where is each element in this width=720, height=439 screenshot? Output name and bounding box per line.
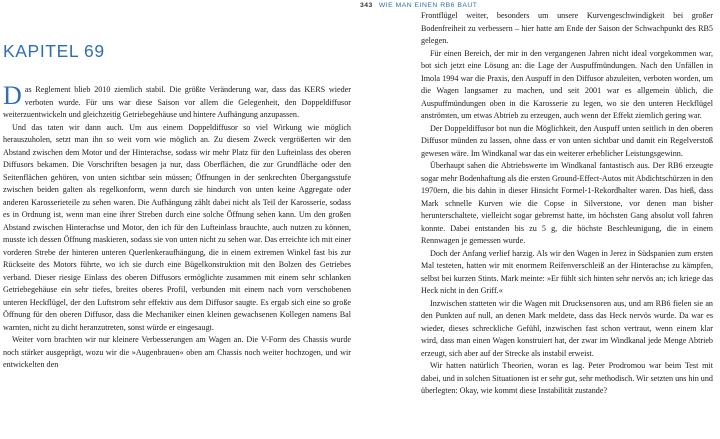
paragraph: Inzwischen statteten wir die Wagen mit Drucksensoren aus, und am RB6 fielen sie an den Punkten auf null, an denen Mark meldete, dass das Heck nervös wurde. Da war es wieder, dieses schreckliche Gefühl, inzwischen fast schon vertraut, wenn einem klar wird, dass man einen Wagen konstruiert hat, der zwar im Windkanal jede Menge Abtrieb erzeugt, sich aber auf der Strecke als instabil erweist. (421, 298, 713, 358)
right-page-body (421, 10, 713, 398)
paragraph: Überhaupt sahen die Abtriebswerte im Windkanal fantastisch aus. Der RB6 erzeugte sogar mehr Bodenhaftung als die ersten Ground-Effect-Autos mit Abdichtschürzen in den 1970ern, die bis dahin in dieser Hinsicht Formel-1-Rekordhalter waren. Das hieß, dass Mark schnelle Kurven wie die Copse in Silverstone, vor denen man bisher herunterschaltete, vielleicht sogar gebremst hatte, im höchsten Gang absolut voll fahren konnte. Dabei entstanden bis zu 5 g, die höchste Beschleunigung, die in einem Rennwagen je gemessen wurde. (421, 161, 713, 245)
left-page-body (3, 81, 351, 372)
right-page (360, 0, 720, 439)
paragraph: Und das taten wir dann auch. Um aus einem Doppeldiffusor so viel Wirkung wie möglich herauszuholen, setzt man ihn so weit vorn wie möglich an. Zu diesem Zweck vergrößerten wir den Abstand zwischen dem Motor und der Hinterachse, sodass wir mehr Platz für den Lufteinlass des oberen Diffusors bekamen. Die Vorschriften besagen ja nur, dass Oberflächen, die zur Grundfläche oder den Seitenflächen gehören, von unten sichtbar sein müssen; Öffnungen in der senkrechten Übergangsstufe zwischen beiden galten als regelkonform, wenn durch sie hindurch von unten keine Aggregate oder anderen Karosserieteile zu sehen waren. Die Aufhängung zählt dabei nicht als Teil der Karosserie, sodass es in Ordnung ist, wenn man eine ihrer Streben durch eine solche Öffnung sehen kann. Um den großen Abstand zwischen Hinterachse und Motor, den ich für den Lufteinlass brauchte, auch nutzen zu können, musste ich dessen Öffnung maskieren, sodass sie von unten nicht zu sehen war. Das erreichte ich mit einer vorderen Strebe der hinteren unteren Querlenkeraufhängung, die in einem extremen Winkel fast bis zur Rückseite des Motors führte, wo ich sie durch eine Bügelkonstruktion mit den Bolzen des Getriebes verband. Dieser riesige Einlass des oberen Diffusors ermöglichte zusammen mit einem sehr schlanken Getriebegehäuse ein sehr tiefes, breites oberes Profil, verbunden mit einem nach vorn verschobenen unteren Heckflügel, der den Luftstrom sehr effektiv aus dem Diffusor saugte. Es ergab sich eine so große Öffnung für den oberen Diffusor, dass die Mechaniker einen kleinen gewachsenen Kollegen namens Bal warnten, nicht zu dicht heranzutreten, sonst würde er eingesaugt. (3, 122, 351, 332)
chapter-title: KAPITEL 69 (3, 41, 105, 61)
paragraph: Der Doppeldiffusor bot nun die Möglichkeit, den Auspuff unten seitlich in den oberen Diffusor münden zu lassen, ohne dass er von unten sichtbar und damit ein Regelverstoß gewesen wäre. Im Windkanal war das ein weiterer erheblicher Leistungsgewinn. (421, 123, 713, 158)
drop-cap: D (3, 81, 22, 110)
running-title: WIE MAN EINEN RB6 BAUT (378, 2, 478, 9)
running-header (360, 2, 477, 9)
first-paragraph-text: as Reglement blieb 2010 ziemlich stabil. Die größte Veränderung war, dass das KERS wieder verboten wurde. Für uns war diese Saison vor allem die Gelegenheit, den Doppeldiffusor weiterzuentwickeln und gleichzeitig Getriebegehäuse und hintere Aufhängung anzupassen. (3, 85, 351, 119)
paragraph: Wir hatten natürlich Theorien, woran es lag. Peter Prodromou war beim Test mit dabei, und in solchen Situationen ist er sehr gut, sehr methodisch. Wir setzten uns hin und überlegten: Okay, wie kommt diese Instabilität zustande? (421, 361, 713, 395)
first-paragraph (3, 81, 351, 122)
page-number: 343 (360, 2, 373, 9)
paragraph: Für einen Bereich, der mir in den vergangenen Jahren nicht ideal vorgekommen war, bot sich jetzt eine Lösung an: die Lage der Auspuffmündungen. Nach den Unfällen in Imola 1994 war die Praxis, den Auspuff in den Diffusor abzuleiten, verboten worden, um die Wagen langsamer zu machen, und seit 2001 war es allgemein üblich, die Auspuffmündungen oben in die Karosserie zu legen, wo sie den unteren Heckflügel anströmten, um etwas Abtrieb zu erzeugen, auch wenn der Effekt ziemlich gering war. (421, 48, 713, 120)
paragraph: Doch der Anfang verlief harzig. Als wir den Wagen in Jerez in Südspanien zum ersten Mal testeten, hatten wir mit enormem Reifenverschleiß an der Hinterachse zu kämpfen, selbst bei kurzen Stints. Mark meinte: »Er fühlt sich hinten sehr nervös an; ich kriege das Heck nicht in den Griff.« (421, 248, 713, 295)
paragraph: Weiter vorn brachten wir nur kleinere Verbesserungen am Wagen an. Die V-Form des Chassis wurde noch stärker ausgeprägt, wozu wir die »Augenbrauen« oben am Chassis noch weiter hochzogen, und wir entwickelten den (3, 335, 351, 369)
continued-paragraph: Frontflügel weiter, besonders um unsere Kurvengeschwindigkeit bei großer Bodenfreiheit zu verbessern – hier hatte am Ende der Saison der Schwachpunkt des RB5 gelegen. (421, 11, 713, 45)
